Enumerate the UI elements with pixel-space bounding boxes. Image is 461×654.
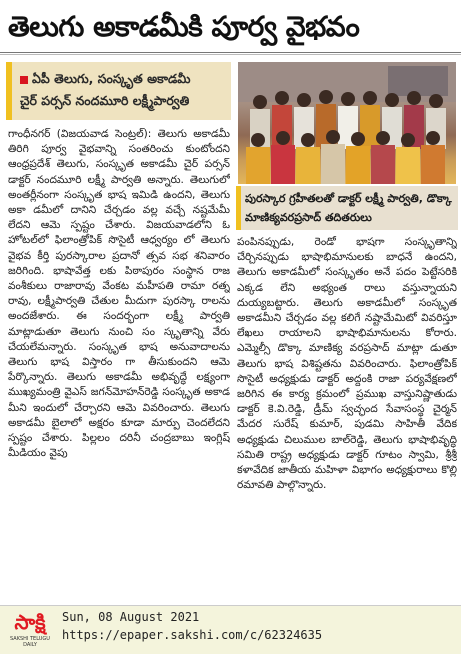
logo-text: సాక్షి <box>14 610 46 634</box>
publication-date: Sun, 08 August 2021 <box>62 610 200 624</box>
subheading-line-1 <box>20 68 227 90</box>
article-body-column-1: గాంధీనగర్ (విజయవాడ సెంట్రల్): తెలుగు అకాడమీ తిరిగి పూర్వ వైభవాన్ని సంతరించు కుంటోందని ఆంధ్రప్రదేశ్ తెలుగు, సంస్కృత అకాడమీ చైర్ పర్సన్ డాక్టర్ నందమూరి లక్ష్మీ పార్వతి అన్నారు. తెలుగులో అంతర్లీనంగా సంస్కృత భాష ఇమిడి ఉందని, తెలుగు అకా డమీలో దానిని చేర్చడం వల్ల వచ్చే నష్టమేమీ లేదని ఆమె స్పష్టం చేశారు. విజయవాడలోని ఓ హోటల్‌లో ఫిలాంత్రోపిక్ సొసైటీ ఆధ్వర్యం లో తెలుగు వైభవ కీర్తి పురస్కారాల ప్రదానో త్సవ సభ శనివారం జరిగింది. భాషావేత్త లకు పిఠాపురం సంస్థాన రాజ వంశీకులు రాజారావు వేంకట మహీపతి రామా రత్న రావు, లక్ష్మీపార్వతి చేతుల మీదుగా పురస్కా రాలను అందజేశారు. ఈ సందర్భంగా లక్ష్మీ పార్వతి మాట్లాడుతూ తెలుగు నుంచి సం స్కృతాన్ని వేరు చేయలేమన్నారు. సంస్కృత భాష అనువాదాలను తెలుగు భాష విస్తారం గా తీసుకుందని ఆమె పేర్కొన్నారు. తెలుగు అకాడమీ అభివృద్ధే లక్ష్యంగా ముఖ్యమంత్రి వైఎస్ జగన్‌మోహన్‌రెడ్డి సంస్కృత అకాడ మీని ఇందులో చేర్చారని ఆమె వివరించారు. తెలుగు అకాడమీ బైలాలో అక్షరం కూడా మార్పు చెందలేదని స్పష్టం చేశారు. పిల్లలం దరినీ చంద్రబాబు ఇంగ్లిష్ మీడియం వైపు <box>8 128 230 460</box>
subheading-line-1-text: ఏపీ తెలుగు, సంస్కృత అకాడమీ <box>32 71 191 86</box>
logo-subtext: SAKSHI TELUGU DAILY <box>10 636 50 648</box>
headline-divider-secondary <box>0 54 461 55</box>
group-photo-illustration <box>238 62 456 184</box>
headline-divider <box>0 52 461 53</box>
sakshi-logo <box>4 608 56 648</box>
subheading-line-2: చైర్ పర్సన్ నందమూరి లక్ష్మీపార్వతి <box>20 93 190 108</box>
article-photo <box>238 62 456 184</box>
article-body-column-2: పంపినప్పుడు, రెండో భాషగా సంస్కృతాన్ని చేర్చినప్పుడు భాషాభిమానులకు బాధనే ఉందని, తెలుగు అకాడమీలో సంస్కృతం అనే పదం పెట్టేసరికి ఎక్కడ లేని అభ్యంత రాలు వస్తున్నాయని దుయ్యబట్టారు. తెలుగు అకాడమీలో సంస్కృత అకాడమీని చేర్చడం వల్ల కలిగే నష్టామేమిటో వివరిస్తూ లేఖలు రాయాలని భాషాభిమానులను కోరారు. ఎమ్మెల్సీ డొక్కా మాణిక్య వరప్రసాద్ మాట్లా డుతూ తెలుగు భాష విశిష్టతను వివరించారు. ఫిలాంత్రోపిక్ సొసైటీ అధ్యక్షుడు డాక్టర్ అద్దంకి రాజా పర్యవేక్షణలో జరిగిన ఈ కార్య క్రమంలో ప్రముఖ వాస్తునిష్ణాతుడు డాక్టర్ కె.వి.రెడ్డి, డ్రీమ్ స్వచ్ఛంద సేవాసంస్థ చైర్మన్ మేదర సురేష్ కుమార్, పుడమి సాహితీ వేదిక అధ్యక్షుడు చిలుముల బాల్‌రెడ్డి, తెలుగు భాషాభివృద్ధి సమితి రాష్ట్ర అధ్యక్షుడు డాక్టర్ గూటం స్వామి, శ్రీశ్రీ కళావేదిక జాతీయ మహిళా విభాగం అధ్యక్షురాలు కొల్లి రమావతి పాల్గొన్నారు. <box>237 236 457 492</box>
bullet-icon <box>20 76 28 84</box>
article-subheading <box>6 62 231 120</box>
epaper-link[interactable]: https://epaper.sakshi.com/c/62324635 <box>62 628 323 642</box>
article-headline: తెలుగు అకాడమీకి పూర్వ వైభవం <box>8 10 360 43</box>
photo-caption: పురస్కార గ్రహీతలతో డాక్టర్ లక్ష్మీ పార్వతి, డొక్కా మాణిక్యవరప్రసాద్ తదితరులు <box>236 186 458 230</box>
